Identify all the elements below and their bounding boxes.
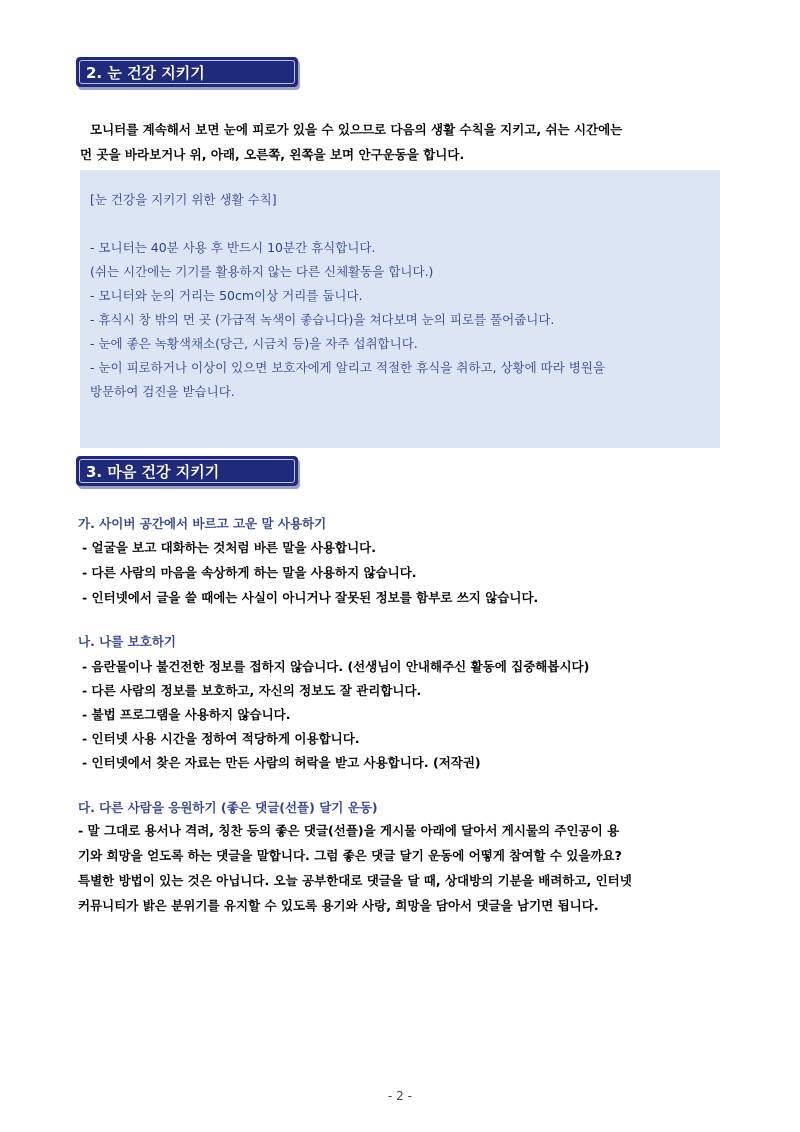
subsection-b-item-5: - 인터넷에서 찾은 자료는 만든 사람의 허락을 받고 사용합니다. (저작권) [82, 755, 481, 770]
page-number: - 2 - [388, 1089, 412, 1103]
box-line-3: - 모니터와 눈의 거리는 50cm이상 거리를 둡니다. [90, 288, 363, 303]
box-line-2: (쉬는 시간에는 기기를 활용하지 않는 다른 신체활동을 합니다.) [90, 264, 434, 279]
subsection-b-item-4: - 인터넷 사용 시간을 정하여 적당하게 이용합니다. [82, 731, 360, 746]
subsection-a-item-3: - 인터넷에서 글을 쓸 때에는 사실이 아니거나 잘못된 정보를 함부로 쓰지 않습니다. [82, 590, 539, 605]
section-2-heading-label: 2. 눈 건강 지키기 [86, 64, 205, 82]
box-line-1: - 모니터는 40분 사용 후 반드시 10분간 휴식합니다. [90, 240, 376, 255]
subsection-c-line-4: 커뮤니티가 밝은 분위기를 유지할 수 있도록 용기와 사랑, 희망을 담아서 댓글을 남기면 됩니다. [78, 898, 599, 913]
box-line-6: - 눈이 피로하거나 이상이 있으면 보호자에게 알리고 적절한 휴식을 취하고, 상황에 따라 병원을 [90, 360, 606, 375]
subsection-b-item-1: - 음란물이나 불건전한 정보를 접하지 않습니다. (선생님이 안내해주신 활동에 집중해봅시다) [82, 659, 590, 674]
subsection-c-line-3: 특별한 방법이 있는 것은 아닙니다. 오늘 공부한대로 댓글을 달 때, 상대방의 기분을 배려하고, 인터넷 [78, 873, 632, 888]
subsection-c-line-1: - 말 그대로 용서나 격려, 칭찬 등의 좋은 댓글(선플)을 게시물 아래에 달아서 게시물의 주인공이 용 [78, 823, 620, 838]
box-line-5: - 눈에 좋은 녹황색채소(당근, 시금치 등)을 자주 섭취합니다. [90, 336, 418, 351]
subsection-a-item-2: - 다른 사람의 마음을 속상하게 하는 말을 사용하지 않습니다. [82, 565, 417, 580]
subsection-c-title: 다. 다른 사람을 응원하기 (좋은 댓글(선플) 달기 운동) [78, 800, 378, 815]
section-2-intro-line-1: 모니터를 계속해서 보면 눈에 피로가 있을 수 있으므로 다음의 생활 수칙을 지키고, 쉬는 시간에는 [90, 122, 623, 137]
subsection-b-item-3: - 불법 프로그램을 사용하지 않습니다. [82, 707, 291, 722]
subsection-a-title: 가. 사이버 공간에서 바르고 고운 말 사용하기 [78, 516, 327, 531]
section-2-intro-line-2: 먼 곳을 바라보거나 위, 아래, 오른쪽, 왼쪽을 보며 안구운동을 합니다. [80, 147, 465, 162]
section-3-heading [76, 456, 298, 486]
box-line-4: - 휴식시 창 밖의 먼 곳 (가급적 녹색이 좋습니다)을 쳐다보며 눈의 피로를 풀어줍니다. [90, 312, 555, 327]
eye-health-rules-box [80, 170, 720, 448]
box-title: [눈 건강을 지키기 위한 생활 수칙] [90, 192, 277, 207]
subsection-a-item-1: - 얼굴을 보고 대화하는 것처럼 바른 말을 사용합니다. [82, 540, 376, 555]
subsection-c-line-2: 기와 희망을 얻도록 하는 댓글을 말합니다. 그럼 좋은 댓글 달기 운동에 어떻게 참여할 수 있을까요? [78, 848, 622, 863]
section-3-heading-label: 3. 마음 건강 지키기 [86, 463, 220, 481]
section-2-heading [76, 57, 298, 87]
subsection-b-item-2: - 다른 사람의 정보를 보호하고, 자신의 정보도 잘 관리합니다. [82, 683, 422, 698]
box-line-7: 방문하여 검진을 받습니다. [90, 384, 235, 399]
subsection-b-title: 나. 나를 보호하기 [78, 634, 176, 649]
